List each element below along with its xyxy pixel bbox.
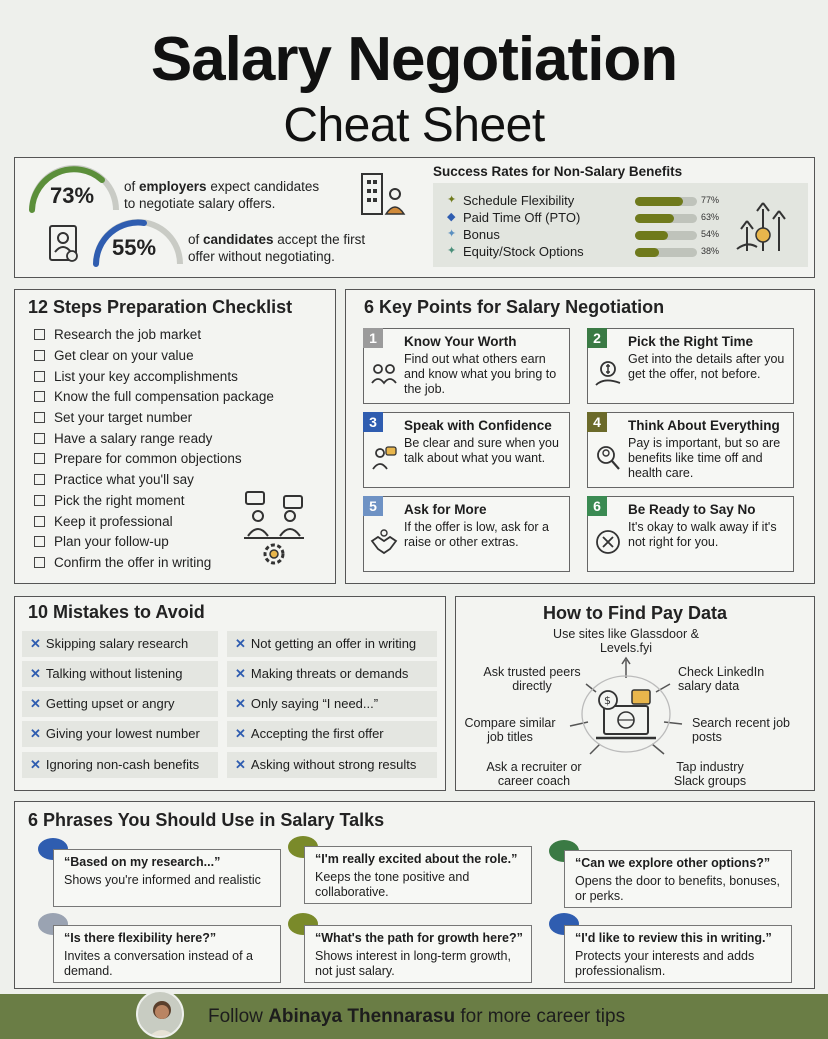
money-hand-icon bbox=[594, 359, 622, 389]
checkbox-icon[interactable] bbox=[34, 474, 45, 485]
keypoint-number: 6 bbox=[587, 496, 607, 516]
benefit-marker-icon: ◆ bbox=[447, 211, 456, 223]
benefit-bar bbox=[635, 248, 697, 257]
benefit-row bbox=[447, 210, 737, 226]
phrase-quote: “Based on my research...” bbox=[64, 855, 221, 869]
paydata-title: How to Find Pay Data bbox=[542, 603, 728, 623]
x-icon: ✕ bbox=[30, 757, 41, 772]
phrase-card bbox=[564, 850, 792, 908]
speaker-icon bbox=[370, 443, 398, 473]
phrase-desc: Opens the door to benefits, bonuses, or perks. bbox=[575, 874, 780, 903]
keypoint-number: 3 bbox=[363, 412, 383, 432]
keypoint-number: 4 bbox=[587, 412, 607, 432]
benefit-bar bbox=[635, 231, 697, 240]
benefit-bar-fill bbox=[635, 197, 683, 206]
x-icon: ✕ bbox=[235, 757, 246, 772]
benefit-pct: 77% bbox=[701, 195, 720, 205]
benefits-title: Success Rates for Non-Salary Benefits bbox=[433, 164, 683, 179]
checklist-item[interactable]: Plan your follow-up bbox=[34, 534, 169, 549]
keypoint-desc: Be clear and sure when you talk about what you want. bbox=[404, 436, 559, 465]
keypoints-title: 6 Key Points for Salary Negotiation bbox=[364, 297, 665, 317]
benefits-box bbox=[433, 183, 808, 267]
building-icon bbox=[358, 170, 408, 218]
mistake-item: ✕ Not getting an offer in writing bbox=[227, 631, 437, 657]
mistake-item: ✕ Only saying “I need...” bbox=[227, 691, 437, 717]
paydata-label: Compare similar job titles bbox=[464, 716, 556, 744]
stat-pct-employers: 73% bbox=[50, 183, 95, 208]
benefit-bar-fill bbox=[635, 231, 668, 240]
checklist-item[interactable]: Keep it professional bbox=[34, 514, 173, 529]
mistake-item: ✕ Making threats or demands bbox=[227, 661, 437, 687]
checklist-item[interactable]: Research the job market bbox=[34, 327, 201, 342]
phrase-quote: “What's the path for growth here?” bbox=[315, 931, 523, 945]
paydata-label: Ask trusted peers directly bbox=[483, 665, 581, 693]
x-icon: ✕ bbox=[235, 696, 246, 711]
checkbox-icon[interactable] bbox=[34, 371, 45, 382]
benefit-bar-fill bbox=[635, 214, 674, 223]
candidate-id-icon bbox=[44, 222, 84, 266]
x-icon: ✕ bbox=[30, 666, 41, 681]
meeting-gear-icon bbox=[240, 488, 310, 570]
author-name[interactable]: Abinaya Thennarasu bbox=[268, 1006, 456, 1027]
page-title: Salary Negotiation bbox=[150, 25, 678, 94]
benefit-label: Schedule Flexibility bbox=[463, 193, 575, 208]
mistake-item: ✕ Giving your lowest number bbox=[22, 721, 218, 747]
keypoint-number: 5 bbox=[363, 496, 383, 516]
mistake-item: ✕ Ignoring non-cash benefits bbox=[22, 752, 218, 778]
keypoint-number: 2 bbox=[587, 328, 607, 348]
checkbox-icon[interactable] bbox=[34, 433, 45, 444]
checkbox-icon[interactable] bbox=[34, 350, 45, 361]
mistake-item: ✕ Getting upset or angry bbox=[22, 691, 218, 717]
keypoint-title: Think About Everything bbox=[628, 418, 780, 433]
paydata-hub-icon bbox=[556, 656, 696, 766]
phrase-quote: “I'm really excited about the role.” bbox=[315, 852, 518, 866]
benefit-pct: 38% bbox=[701, 246, 720, 256]
phrase-quote: “I'd like to review this in writing.” bbox=[575, 931, 772, 945]
phrase-card bbox=[564, 925, 792, 983]
phrase-desc: Protects your interests and adds professionalism. bbox=[575, 949, 755, 978]
reject-circle-icon bbox=[594, 527, 622, 557]
mistake-item: ✕ Talking without listening bbox=[22, 661, 218, 687]
keypoint-title: Speak with Confidence bbox=[404, 418, 552, 433]
svg-text:$: $ bbox=[604, 694, 611, 707]
mistake-item: ✕ Asking without strong results bbox=[227, 752, 437, 778]
keypoint-desc: Find out what others earn and know what you bring to the job. bbox=[404, 352, 557, 396]
benefit-row bbox=[447, 227, 737, 243]
x-icon: ✕ bbox=[30, 636, 41, 651]
keypoint-title: Know Your Worth bbox=[404, 334, 517, 349]
checklist-item[interactable]: Confirm the offer in writing bbox=[34, 555, 211, 570]
x-icon: ✕ bbox=[30, 726, 41, 741]
keypoint-number: 1 bbox=[363, 328, 383, 348]
benefit-marker-icon: ✦ bbox=[447, 194, 457, 206]
keypoint-desc: If the offer is low, ask for a raise or other extras. bbox=[404, 520, 549, 549]
growth-arrows-icon bbox=[733, 191, 795, 257]
phrase-card bbox=[304, 846, 532, 904]
checklist-item[interactable]: Get clear on your value bbox=[34, 348, 194, 363]
checkbox-icon[interactable] bbox=[34, 536, 45, 547]
x-icon: ✕ bbox=[235, 636, 246, 651]
keypoint-title: Be Ready to Say No bbox=[628, 502, 756, 517]
checkbox-icon[interactable] bbox=[34, 557, 45, 568]
team-icon bbox=[370, 359, 398, 389]
benefit-label: Equity/Stock Options bbox=[463, 244, 584, 259]
benefit-label: Paid Time Off (PTO) bbox=[463, 210, 581, 225]
page-subtitle: Cheat Sheet bbox=[283, 99, 545, 152]
keypoint-card bbox=[587, 412, 794, 488]
phrase-quote: “Can we explore other options?” bbox=[575, 856, 771, 870]
paydata-label: Check LinkedIn salary data bbox=[678, 665, 765, 693]
keypoint-card bbox=[363, 328, 570, 404]
benefit-pct: 63% bbox=[701, 212, 720, 222]
keypoint-desc: Pay is important, but so are benefits like time off and health care. bbox=[628, 436, 781, 480]
keypoint-card bbox=[587, 328, 794, 404]
magnifier-head-icon bbox=[594, 443, 622, 473]
phrase-desc: Shows you're informed and realistic bbox=[64, 873, 261, 887]
checklist-title: 12 Steps Preparation Checklist bbox=[28, 297, 293, 317]
checklist-item[interactable]: Pick the right moment bbox=[34, 493, 185, 508]
checklist-item[interactable]: Practice what you'll say bbox=[34, 472, 194, 487]
paydata-label: Ask a recruiter or career coach bbox=[486, 760, 582, 788]
checklist-item[interactable]: List your key accomplishments bbox=[34, 369, 238, 384]
keypoint-title: Ask for More bbox=[404, 502, 487, 517]
checkbox-icon[interactable] bbox=[34, 516, 45, 527]
checkbox-icon[interactable] bbox=[34, 412, 45, 423]
author-avatar[interactable] bbox=[136, 990, 184, 1038]
keypoint-desc: It's okay to walk away if it's not right for you. bbox=[628, 520, 777, 549]
paydata-label: Search recent job posts bbox=[692, 716, 790, 744]
handshake-icon bbox=[370, 527, 398, 557]
benefit-row bbox=[447, 244, 737, 260]
x-icon: ✕ bbox=[30, 696, 41, 711]
phrase-desc: Shows interest in long-term growth, not just salary. bbox=[315, 949, 511, 978]
benefit-bar-fill bbox=[635, 248, 659, 257]
phrase-card bbox=[304, 925, 532, 983]
checkbox-icon[interactable] bbox=[34, 329, 45, 340]
paydata-label: Tap industry Slack groups bbox=[673, 760, 747, 788]
checkbox-icon[interactable] bbox=[34, 453, 45, 464]
benefit-row bbox=[447, 193, 737, 209]
stat-text-candidates: of candidates accept the first offer without negotiating. bbox=[188, 232, 366, 264]
keypoint-desc: Get into the details after you get the offer, not before. bbox=[628, 352, 785, 381]
phrases-title: 6 Phrases You Should Use in Salary Talks bbox=[28, 810, 385, 830]
person-avatar-icon bbox=[138, 992, 184, 1038]
checklist-item[interactable]: Set your target number bbox=[34, 410, 192, 425]
stat-pct-candidates: 55% bbox=[112, 235, 157, 260]
benefit-label: Bonus bbox=[463, 227, 500, 242]
footer-cta[interactable]: Follow Abinaya Thennarasu for more career tips bbox=[208, 1006, 626, 1027]
checkbox-icon[interactable] bbox=[34, 391, 45, 402]
phrase-quote: “Is there flexibility here?” bbox=[64, 931, 217, 945]
keypoint-card bbox=[363, 496, 570, 572]
x-icon: ✕ bbox=[235, 726, 246, 741]
phrase-card bbox=[53, 849, 281, 907]
footer-bar bbox=[0, 994, 828, 1039]
benefit-pct: 54% bbox=[701, 229, 720, 239]
benefit-bar bbox=[635, 214, 697, 223]
phrase-card bbox=[53, 925, 281, 983]
checklist-item[interactable]: Know the full compensation package bbox=[34, 389, 274, 404]
checkbox-icon[interactable] bbox=[34, 495, 45, 506]
benefit-bar bbox=[635, 197, 697, 206]
benefit-marker-icon: ✦ bbox=[447, 245, 457, 257]
keypoint-title: Pick the Right Time bbox=[628, 334, 754, 349]
phrase-desc: Keeps the tone positive and collaborative. bbox=[315, 870, 470, 899]
x-icon: ✕ bbox=[235, 666, 246, 681]
phrase-desc: Invites a conversation instead of a demand. bbox=[64, 949, 254, 978]
mistakes-title: 10 Mistakes to Avoid bbox=[28, 602, 205, 622]
keypoint-card bbox=[587, 496, 794, 572]
stat-text-employers: of employers expect candidates to negotiate salary offers. bbox=[124, 179, 320, 211]
mistake-item: ✕ Skipping salary research bbox=[22, 631, 218, 657]
mistake-item: ✕ Accepting the first offer bbox=[227, 721, 437, 747]
benefit-marker-icon: ✦ bbox=[447, 228, 457, 240]
paydata-top-label: Use sites like Glassdoor & Levels.fyi bbox=[553, 627, 699, 655]
checklist-item[interactable]: Have a salary range ready bbox=[34, 431, 212, 446]
keypoint-card bbox=[363, 412, 570, 488]
checklist-item[interactable]: Prepare for common objections bbox=[34, 451, 242, 466]
